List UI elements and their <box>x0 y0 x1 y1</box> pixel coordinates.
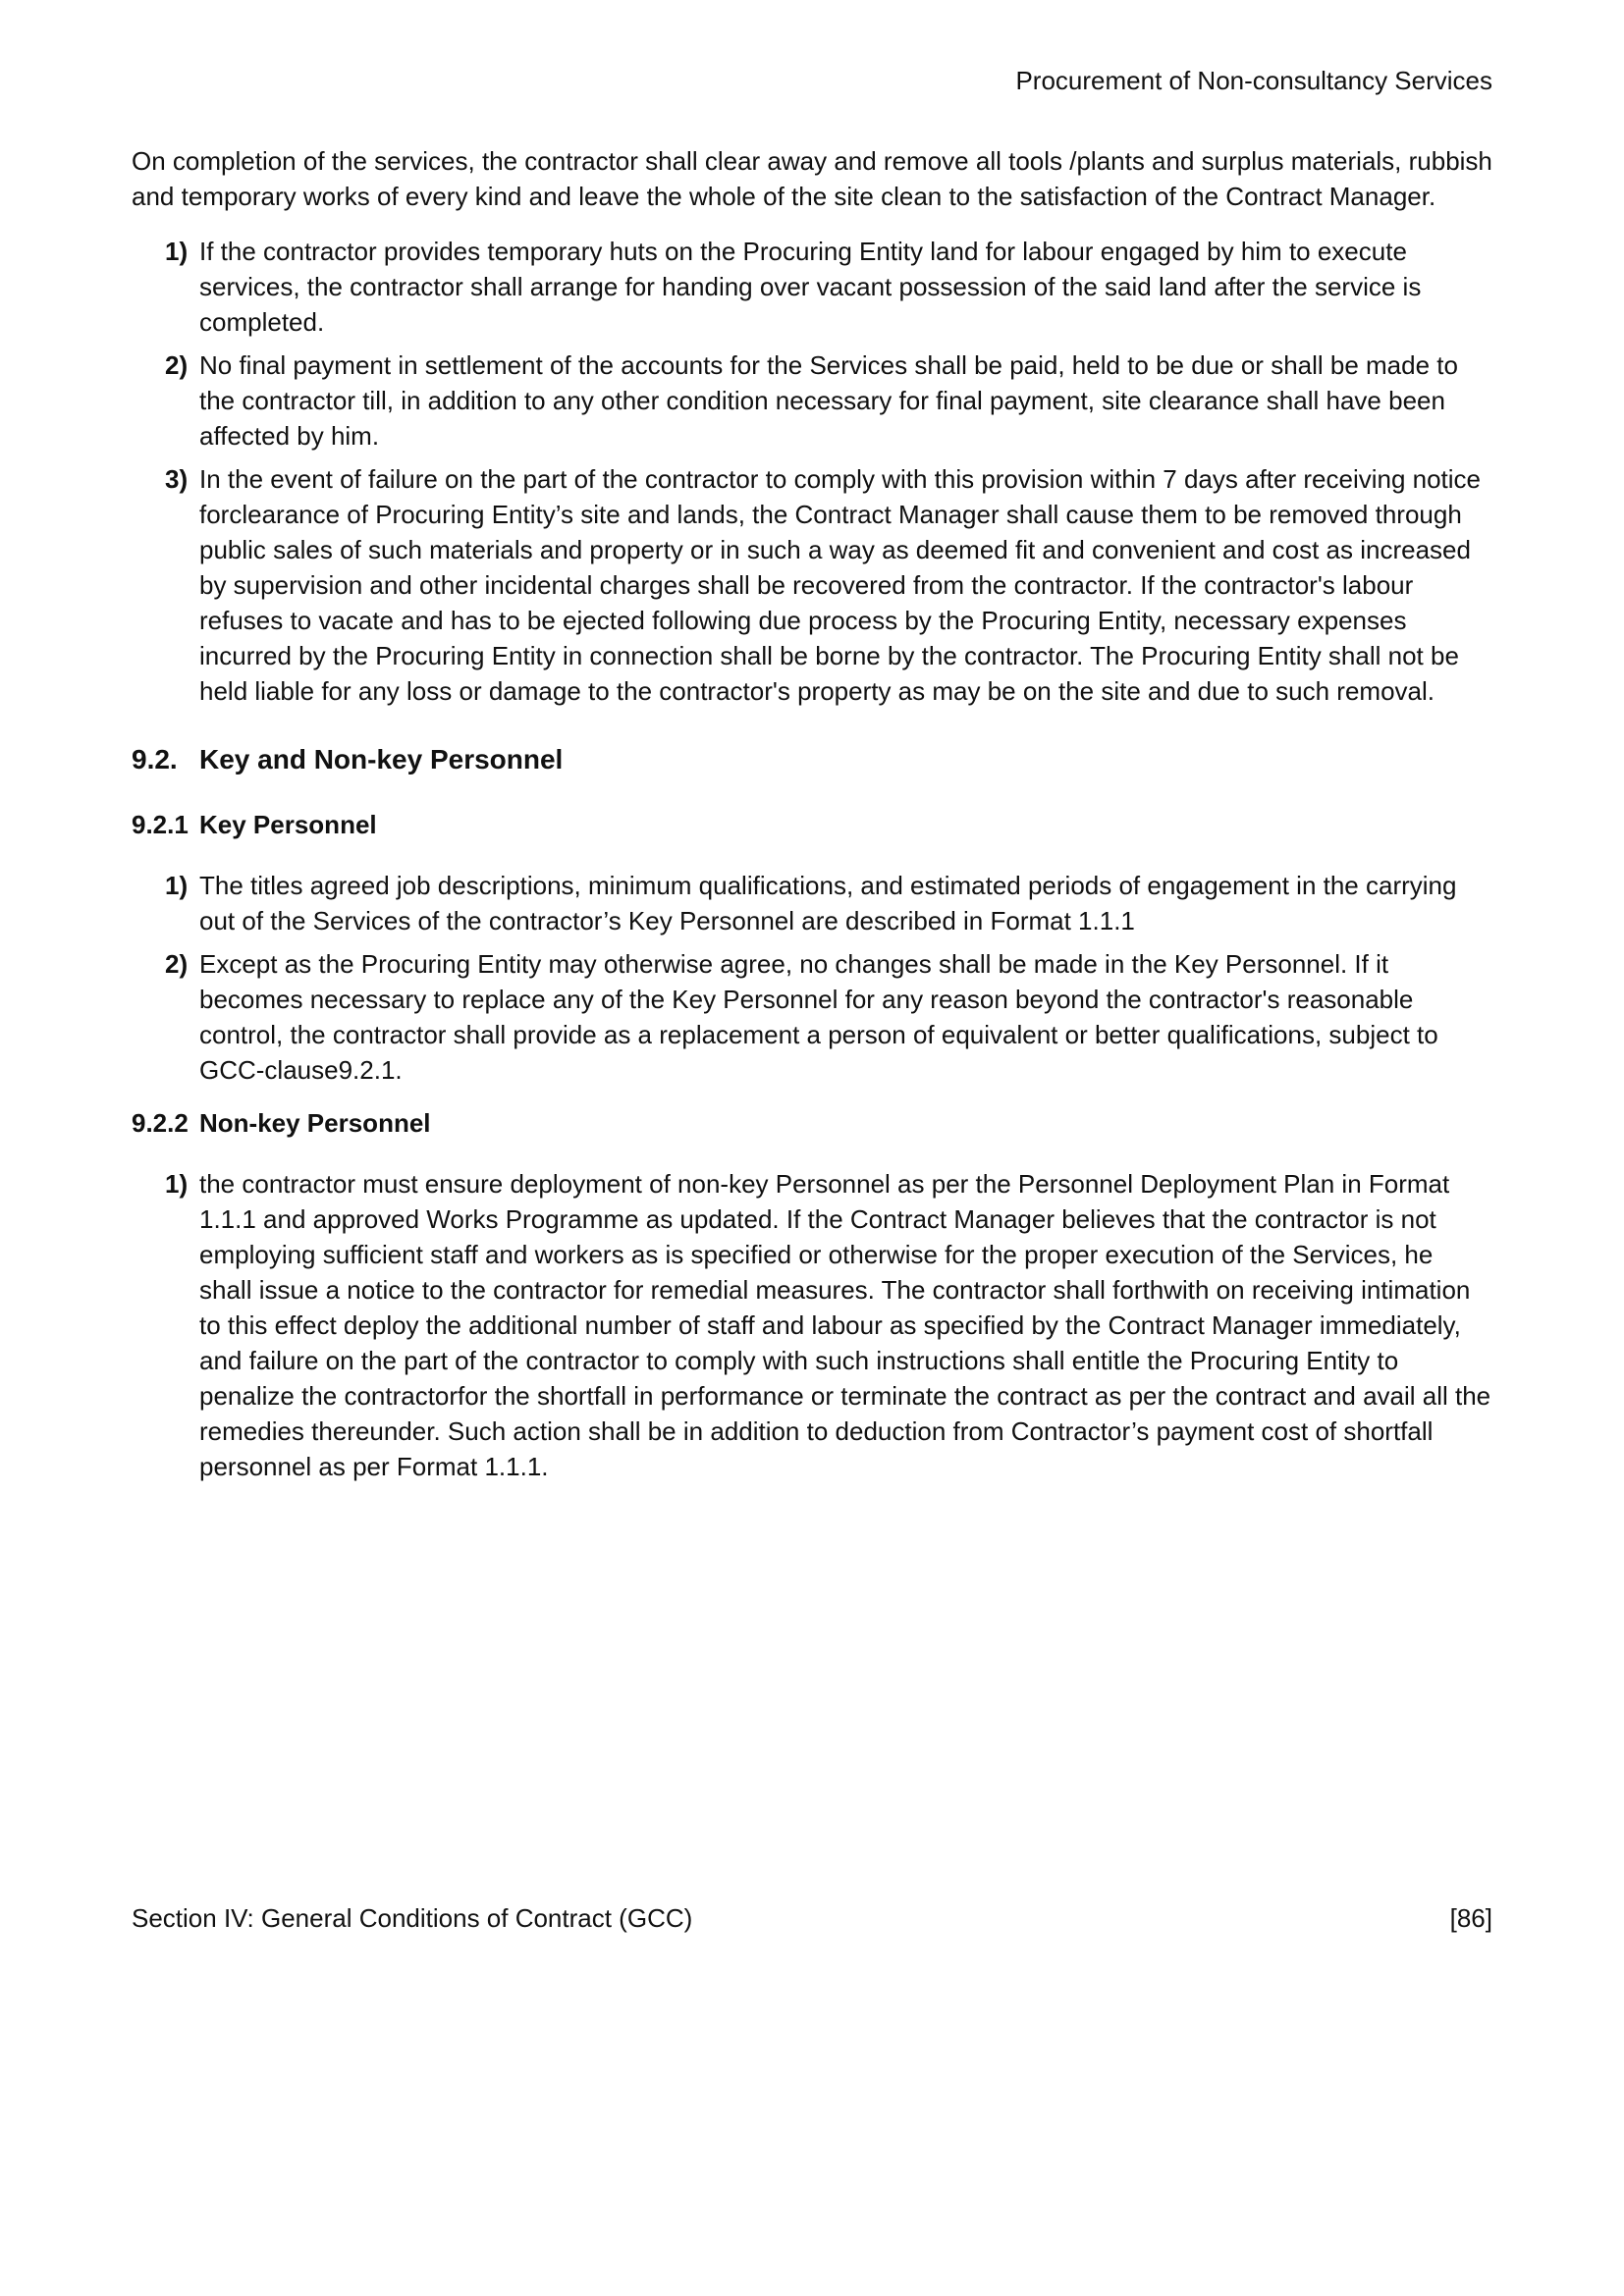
list-item <box>165 868 1492 938</box>
header-title: Procurement of Non-consultancy Services <box>1015 66 1492 95</box>
nonkey-personnel-list <box>132 1166 1492 1484</box>
key-personnel-list <box>132 868 1492 1088</box>
list-item-number: 2) <box>165 949 189 979</box>
page-footer <box>132 1900 1492 1936</box>
section-title: Key Personnel <box>199 810 377 839</box>
list-item-number: 1) <box>165 1169 189 1199</box>
section-number: 9.2. <box>132 744 178 774</box>
section-heading-9-2 <box>132 742 1492 777</box>
section-heading-9-2-1 <box>132 807 1492 842</box>
list-item-number: 1) <box>165 237 189 266</box>
footer-page-number: [86] <box>1449 1903 1492 1933</box>
section-title: Key and Non-key Personnel <box>199 744 564 774</box>
footer-section-label: Section IV: General Conditions of Contract (GCC) <box>132 1903 693 1933</box>
list-item-text: The titles agreed job descriptions, minimum qualifications, and estimated periods of engagement in the carrying out of the Services of the contractor’s Key Personnel are described in Format 1.1.1 <box>199 871 1457 935</box>
list-item-text: Except as the Procuring Entity may otherwise agree, no changes shall be made in the Key Personnel. If it becomes necessary to replace any of the Key Personnel for any reason beyond the contractor's reasonable control, the contractor shall provide as a replacement a person of equivalent or better qualifications, subject to GCC-clause9.2.1. <box>199 949 1438 1085</box>
spacer <box>132 1095 1492 1105</box>
list-item-text: If the contractor provides temporary huts on the Procuring Entity land for labour engaged by him to execute services, the contractor shall arrange for handing over vacant possession of the said land after the service is completed. <box>199 237 1422 337</box>
list-item-number: 1) <box>165 871 189 900</box>
list-item-text: In the event of failure on the part of the contractor to comply with this provision within 7 days after receiving notice forclearance of Procuring Entity’s site and lands, the Contract Manager shall cause them to be removed through public sales of such materials and property or in such a way as deemed fit and convenient and cost as increased by supervision and other incidental charges shall be recovered from the contractor. If the contractor's labour refuses to vacate and has to be ejected following due process by the Procuring Entity, necessary expenses incurred by the Procuring Entity in connection shall be borne by the contractor. The Procuring Entity shall not be held liable for any loss or damage to the contractor's property as may be on the site and due to such removal. <box>199 464 1482 706</box>
list-item-number: 3) <box>165 464 189 494</box>
section-number: 9.2.1 <box>132 810 189 839</box>
list-item <box>165 946 1492 1088</box>
intro-paragraph: On completion of the services, the contractor shall clear away and remove all tools /plants and surplus materials, rubbish and temporary works of every kind and leave the whole of the site clean to the satisfaction of the Contract Manager. <box>132 146 1492 211</box>
list-item <box>165 234 1492 340</box>
section-title: Non-key Personnel <box>199 1108 431 1138</box>
section-heading-9-2-2 <box>132 1105 1492 1141</box>
list-item-number: 2) <box>165 350 189 380</box>
list-item-text: the contractor must ensure deployment of non-key Personnel as per the Personnel Deployment Plan in Format 1.1.1 and approved Works Programme as updated. If the Contract Manager believes that the contractor is not employing sufficient staff and workers as is specified or otherwise for the proper execution of the Services, he shall issue a notice to the contractor for remedial measures. The contractor shall forthwith on receiving intimation to this effect deploy the additional number of staff and labour as specified by the Contract Manager immediately, and failure on the part of the contractor to comply with such instructions shall entitle the Procuring Entity to penalize the contractorfor the shortfall in performance or terminate the contract as per the contract and avail all the remedies thereunder. Such action shall be in addition to deduction from Contractor’s payment cost of shortfall personnel as per Format 1.1.1. <box>199 1169 1491 1481</box>
page-header <box>132 63 1492 98</box>
list-item <box>165 461 1492 709</box>
list-item <box>165 1166 1492 1484</box>
list-item <box>165 347 1492 454</box>
site-clearance-list <box>132 234 1492 709</box>
section-number: 9.2.2 <box>132 1108 189 1138</box>
list-item-text: No final payment in settlement of the accounts for the Services shall be paid, held to be due or shall be made to the contractor till, in addition to any other condition necessary for final payment, site clearance shall have been affected by him. <box>199 350 1458 451</box>
